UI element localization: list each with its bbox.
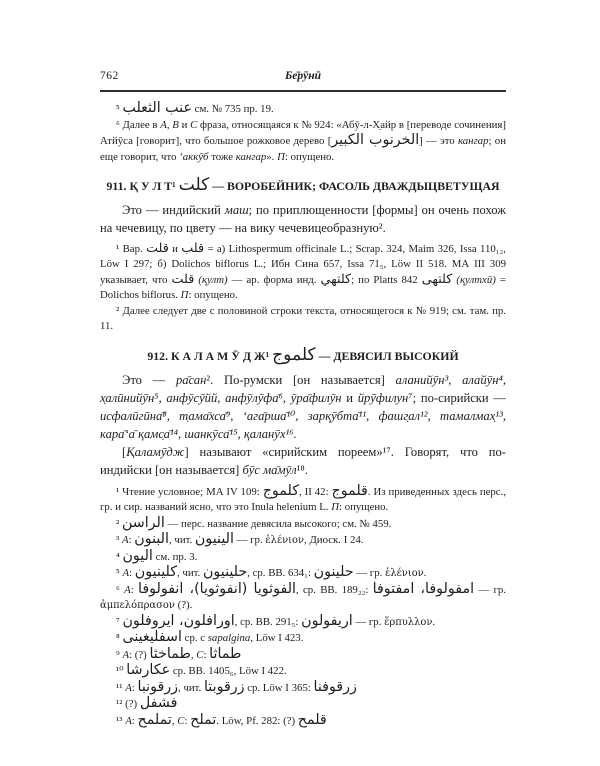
arabic-text: اسفليغينى <box>122 629 182 646</box>
section-911-footnotes <box>100 242 506 335</box>
section-912-footnote-10 <box>100 663 506 680</box>
text-segment: С <box>177 714 185 727</box>
text-segment: , II 42: <box>299 485 332 498</box>
text-segment: и <box>168 242 182 255</box>
section-912-footnote-6 <box>100 582 506 614</box>
text-segment: ² Далее следует две с половиной строки текста, относящегося к № 919; см. там. пр. 11. <box>100 304 506 333</box>
text-segment: А <box>125 714 132 727</box>
text-segment: : <box>128 534 135 547</box>
text-segment: ⁶ Далее в <box>116 118 161 131</box>
arabic-text: كلتهى <box>421 271 453 287</box>
text-segment: : (?) <box>129 648 150 661</box>
text-segment: ⁷ <box>116 615 123 628</box>
text-segment: ] — это <box>419 135 458 147</box>
section-912-footnote-2 <box>100 516 506 533</box>
section-912-body-paragraph-1 <box>100 371 506 443</box>
text-segment: , ср. ВВ. 291₅: <box>234 615 302 628</box>
arabic-text: حلينون <box>313 564 354 581</box>
text-segment: : опущено. <box>188 289 238 302</box>
text-segment: = Dolichos biflorus. <box>100 273 506 302</box>
text-segment: , <box>171 714 178 727</box>
text-segment: А <box>125 681 132 694</box>
text-segment: ; по Platts 842 <box>351 273 422 286</box>
text-segment: исфалӣгӣна̄⁸, т̣ама̄хса̄⁹, ‘ага̄рша̄¹⁰, зарқӯбта̄¹¹, фашг̣ал¹², тамалмах̣¹³, кара̄‘а̄ қамс̣а̄¹⁴, шанкӯса̄¹⁵, қаланӯх¹⁶. <box>100 408 506 441</box>
text-segment: ; он еще говорит, что <box>100 135 506 163</box>
text-segment: , Löw I 423. <box>250 632 304 645</box>
text-segment: ¹¹ <box>116 681 126 694</box>
text-segment: ¹ Вар. <box>116 242 147 255</box>
text-segment: А <box>122 648 130 661</box>
text-segment: — перс. название девясила высокого; см. № 459. <box>164 517 392 530</box>
text-segment: 911. Қ У Л Т¹ <box>106 179 179 193</box>
text-segment: , <box>190 648 197 661</box>
text-segment: ] называют «сирийским пореем»¹⁷. Говорят, что по-индийски [он называется] <box>100 444 506 477</box>
arabic-text: زرقونبا <box>137 678 179 695</box>
section-912-footnote-1 <box>100 484 506 516</box>
text-segment: ⁸ <box>116 632 123 645</box>
text-segment: А <box>122 567 130 580</box>
text-segment: (?). <box>174 599 193 612</box>
text-segment: ¹⁸. <box>296 462 308 477</box>
top-footnote-6 <box>100 118 506 166</box>
text-segment: аланийӯн³, алайӯн⁴, х̣алӣнийӯн⁵, анфӯсӯйй, анфӯлӯфа̄⁶, ӯра̄филӯн <box>100 372 506 405</box>
text-segment: = а) Lithospermum officinale L.; Scrap. 324, Maim 326, Issa 110₁₂, Löw I 297; б) Dolichos biflorus L.; Ибн Сина 657, Issa 71₅, Löw II 518. МА III 309 указывает, что <box>100 242 506 286</box>
arabic-text: كلموج <box>262 482 300 499</box>
greek-text: ἕρπυλλον <box>384 616 433 628</box>
text-segment: тоже <box>208 150 236 163</box>
text-segment: фраза, относящаяся к № 924: «Абӯ-л-Х̣айр в [переводе сочинения] Атйӯса [говорит], что большое рожковое дерево [ <box>100 118 506 147</box>
text-segment: кангар <box>457 135 489 147</box>
arabic-text: قلت <box>146 240 169 256</box>
page-header <box>100 70 506 87</box>
arabic-text: كلينيون <box>134 564 178 581</box>
section-912-footnote-7 <box>100 614 506 631</box>
text-segment: С <box>190 118 198 131</box>
section-912-footnote-8 <box>100 630 506 647</box>
text-segment: маш <box>224 202 249 217</box>
arabic-text: قلموج <box>331 482 368 499</box>
text-segment: ‘аккӯб <box>179 150 209 163</box>
text-segment: : опущено. <box>284 150 335 163</box>
section-912-footnote-3 <box>100 532 506 549</box>
section-912-footnote-4 <box>100 549 506 566</box>
arabic-text: الخرنوب الكبير <box>331 132 420 148</box>
text-segment: ср. с <box>181 632 208 645</box>
arabic-text: طماثا <box>209 645 242 662</box>
text-segment: бӯс ма̄мӯл <box>242 462 297 477</box>
text-segment: А, В <box>160 118 179 131</box>
arabic-text: طماخثا <box>149 645 191 662</box>
text-segment: — гр. <box>233 534 266 547</box>
arabic-text: قلت <box>171 271 195 287</box>
arabic-text: زرقوفنا <box>313 678 357 695</box>
text-segment: см. пр. 3. <box>152 550 198 563</box>
arabic-text: البنون <box>134 531 169 548</box>
arabic-text: كلموج <box>272 344 316 365</box>
arabic-text: حلينيون <box>202 564 248 581</box>
greek-text: ἑλένιον <box>265 535 305 547</box>
section-912-footnote-9 <box>100 647 506 664</box>
arabic-text: قلمح <box>297 711 327 728</box>
text-segment: Это — индийский <box>122 202 225 217</box>
text-segment: ср. Löw I 365: <box>244 681 314 694</box>
text-segment: . <box>423 567 427 580</box>
section-912-footnote-11 <box>100 680 506 697</box>
text-segment: П <box>331 501 339 514</box>
greek-text: ἀμπελόπρασον <box>100 600 175 612</box>
text-segment: П <box>277 150 285 163</box>
text-segment: Қаламӯдж <box>126 444 185 459</box>
text-segment: , чит. <box>177 567 203 580</box>
text-segment: ». <box>266 150 278 163</box>
section-912-footnote-13 <box>100 713 506 730</box>
section-912-heading <box>100 344 506 365</box>
text-segment: ср. ВВ. 1405₆, Löw I 422. <box>170 665 287 678</box>
arabic-text: عنب الثعلب <box>122 100 192 116</box>
text-segment: ; по-сирийски — <box>412 390 506 405</box>
text-segment: 912. К А Л А М Ӯ Д Ж¹ <box>147 348 273 363</box>
text-segment: : <box>131 714 138 727</box>
running-title: Бе̄рӯнӣ <box>284 70 322 82</box>
text-segment: ⁹ <box>116 648 123 661</box>
text-segment: П <box>180 289 189 302</box>
section-912-footnote-12 <box>100 696 506 713</box>
text-segment: , чит. <box>178 681 204 694</box>
arabic-text: تملمح <box>137 711 172 728</box>
text-segment: ⁴ <box>116 550 123 563</box>
text-segment: (қулт) <box>198 273 228 286</box>
text-segment: и <box>341 390 358 405</box>
page-number: 762 <box>100 70 119 82</box>
arabic-text: كلتهي <box>320 271 352 287</box>
text-segment: ⁶ <box>116 583 125 596</box>
arabic-text: زرقوبتا <box>203 678 245 695</box>
text-segment: — ар. форма инд. <box>227 273 321 286</box>
arabic-text: اليون <box>122 547 153 564</box>
page-content <box>100 70 506 729</box>
text-segment: ; по приплющенности [формы] он очень похож на чечевицу, по цвету — на вику чечевицеобразную². <box>100 202 506 235</box>
text-segment: см. № 735 пр. 19. <box>191 103 274 115</box>
arabic-text: امفولوفا، امفتوفا <box>372 580 475 597</box>
text-segment: : <box>203 648 210 661</box>
section-911-footnote-1 <box>100 242 506 304</box>
greek-text: ἑλένιον <box>385 568 424 580</box>
text-segment: А <box>124 583 131 596</box>
text-segment: ². По-румски [он называется] <box>206 372 396 387</box>
arabic-text: تملح <box>190 711 217 728</box>
text-segment: С <box>196 648 204 661</box>
text-segment: : опущено. <box>339 501 389 514</box>
section-912-body-paragraph-2 <box>100 443 506 479</box>
section-911-heading <box>100 177 506 195</box>
text-segment: — гр. <box>352 615 385 628</box>
text-segment: sapalgina <box>207 632 251 645</box>
text-segment: , ср. ВВ. 189₂₂: <box>296 583 373 596</box>
text-segment: и <box>178 118 191 131</box>
text-segment: — гр. <box>474 583 506 596</box>
text-segment: ² <box>116 517 122 530</box>
text-segment: ¹³ <box>116 714 126 727</box>
text-segment: А <box>121 534 129 547</box>
section-911-footnote-2 <box>100 304 506 335</box>
text-segment: . Из приведенных здесь перс., гр. и сир. названий ясно, что это Inula helenium L. <box>100 485 506 514</box>
arabic-text: قلب <box>181 240 205 256</box>
section-911-body <box>100 201 506 237</box>
text-segment: (қултхӣ) <box>456 273 496 286</box>
text-segment: ³ <box>116 534 122 547</box>
text-segment: [ <box>122 444 127 459</box>
text-segment: . <box>432 615 436 628</box>
arabic-text: الراسن <box>121 514 165 531</box>
text-segment: : <box>129 567 135 580</box>
text-segment: , чит. <box>168 534 195 547</box>
text-segment: кангар <box>235 150 267 163</box>
text-segment: : <box>131 681 138 694</box>
arabic-text: فشفل <box>139 695 178 712</box>
section-912-footnote-5 <box>100 565 506 582</box>
arabic-text: كلت <box>178 175 210 195</box>
text-segment: , ср. ВВ. 634₁: <box>247 567 314 580</box>
text-segment: : <box>184 714 191 727</box>
text-segment: — ВОРОБЕЙНИК; ФАСОЛЬ ДВАЖДЫЦВЕТУЩАЯ <box>209 179 500 193</box>
text-segment: , Диоск. I 24. <box>304 534 364 547</box>
arabic-text: الينيون <box>194 531 234 548</box>
text-segment: ⁵ <box>116 103 123 115</box>
arabic-text: اريفولون <box>301 612 353 629</box>
header-rule <box>100 90 506 92</box>
text-segment: — гр. <box>353 567 386 580</box>
text-segment: ¹² (?) <box>116 698 140 711</box>
text-segment: . Löw, Pf. 282: (?) <box>216 714 298 727</box>
arabic-text: اورافلون، ايروفلون <box>122 612 235 629</box>
text-segment: : <box>130 583 138 596</box>
text-segment: ⁵ <box>116 567 123 580</box>
text-segment: йрӯфилун⁷ <box>357 390 413 405</box>
text-segment: ра̄сан <box>175 372 207 387</box>
text-segment: ¹ Чтение условное; МА IV 109: <box>116 485 263 498</box>
arabic-text: عكارشا <box>126 662 171 679</box>
top-footnote-5 <box>100 101 506 118</box>
text-segment: — ДЕВЯСИЛ ВЫСОКИЙ <box>315 348 459 363</box>
arabic-text: الفوثويا (انفوثويا)، انفولوفا <box>138 580 296 597</box>
text-segment: ¹⁰ <box>116 665 127 678</box>
section-912-footnotes <box>100 484 506 730</box>
text-segment: Это — <box>122 372 176 387</box>
